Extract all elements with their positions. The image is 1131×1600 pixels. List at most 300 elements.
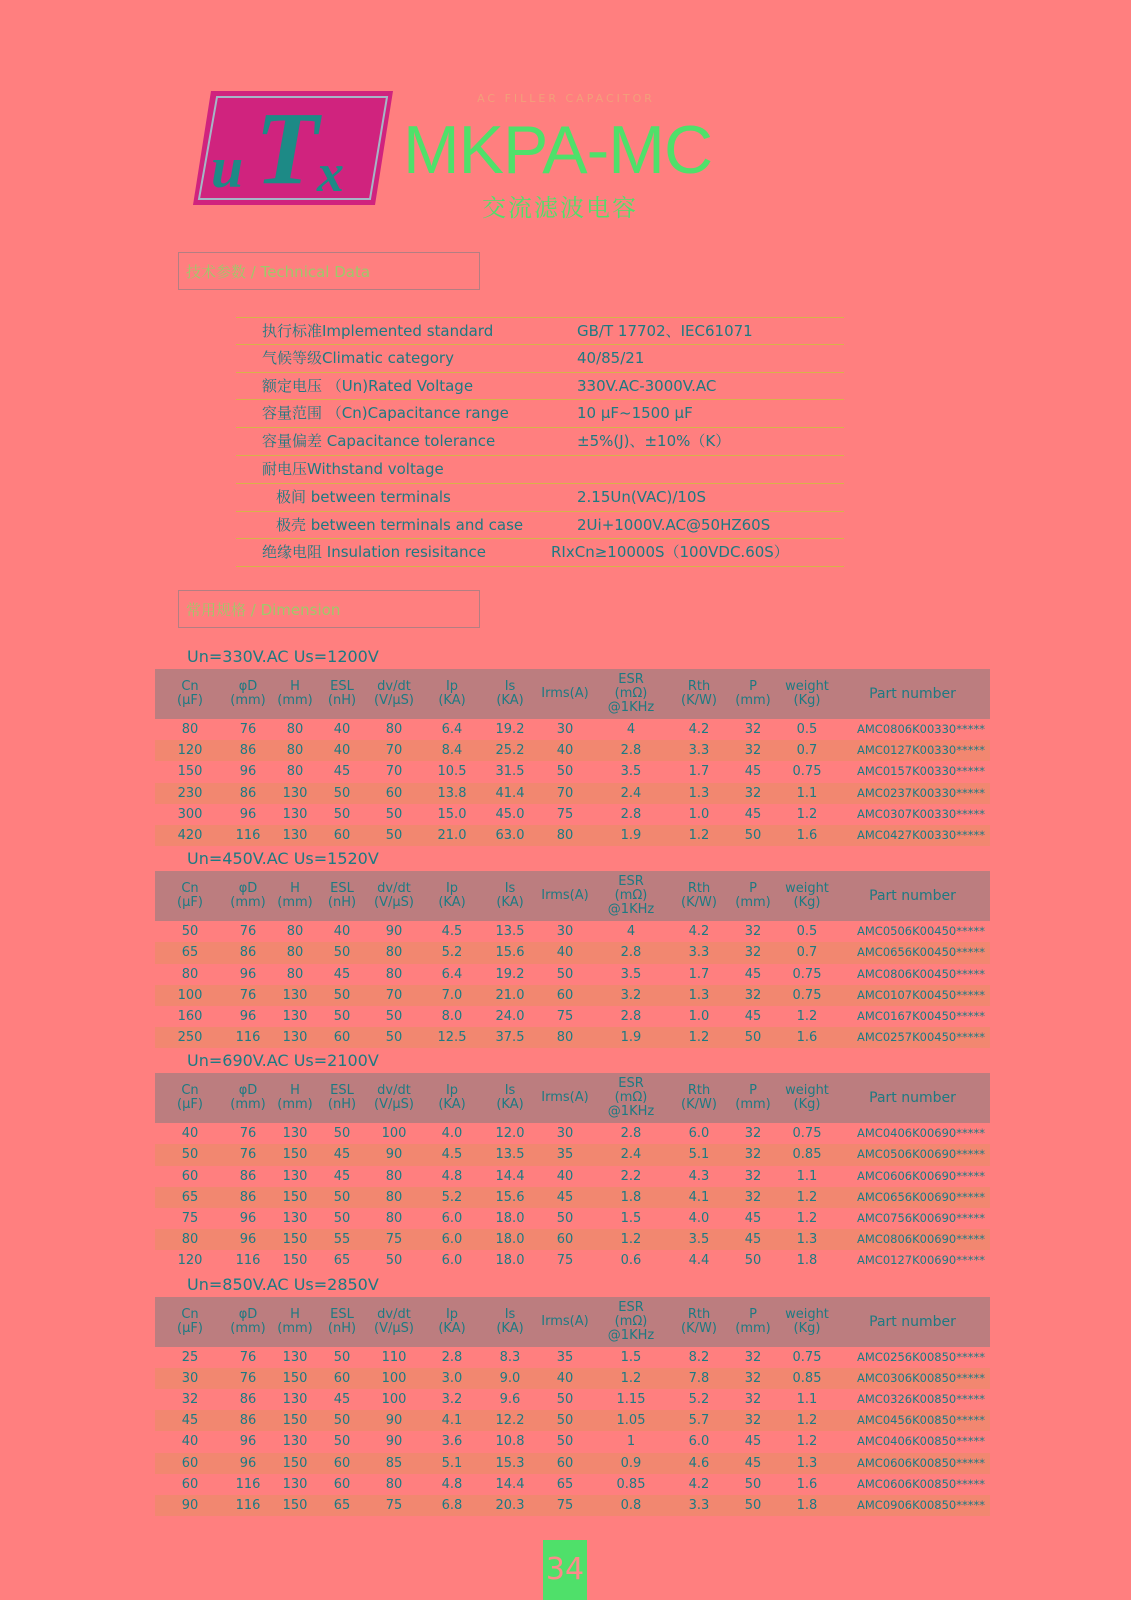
table-cell: 8.4	[441, 743, 463, 759]
group-title: Un=330V.AC Us=1200V	[155, 644, 990, 669]
column-header: Ip (KA)	[438, 679, 466, 708]
table-cell: 7.0	[441, 987, 463, 1003]
table-cell: 86	[239, 1189, 257, 1205]
table-cell: 3.3	[688, 743, 710, 759]
section-technical-data: 技术参数 / Technical Data	[178, 252, 480, 290]
column-header: Cn (μF)	[177, 679, 203, 708]
column-header: ESL (nH)	[327, 679, 357, 708]
brand-logo	[193, 91, 393, 205]
table-cell: 50	[333, 1008, 351, 1024]
table-cell: 32	[181, 1391, 199, 1407]
table-cell: 45	[333, 1147, 351, 1163]
table-cell: AMC0806K00330*****	[857, 722, 985, 736]
column-header: Ip (KA)	[438, 1083, 466, 1113]
table-cell: 1.2	[796, 1434, 818, 1450]
table-cell: 1.2	[688, 827, 710, 843]
table-cell: AMC0107K00450*****	[857, 987, 985, 1002]
table-cell: 90	[385, 1147, 403, 1163]
table-cell: 2.8	[441, 1349, 463, 1365]
table-cell: 0.5	[796, 924, 818, 940]
table-cell: 1	[626, 1434, 636, 1450]
table-cell: 76	[239, 1349, 257, 1365]
table-row	[155, 942, 990, 963]
table-cell: 50	[333, 1189, 351, 1205]
column-header: weight (Kg)	[785, 881, 829, 911]
column-header: ESL (nH)	[327, 1083, 357, 1113]
table-cell: 19.2	[495, 966, 525, 982]
column-header: Irms(A)	[541, 686, 589, 701]
table-cell: 5.7	[688, 1413, 710, 1429]
table-cell: 50	[744, 827, 762, 843]
table-cell: 75	[556, 1497, 574, 1513]
column-header: φD (mm)	[230, 679, 266, 708]
page-number: 34	[543, 1540, 587, 1600]
table-cell: 60	[181, 1168, 199, 1184]
table-cell: 130	[282, 785, 308, 801]
table-cell: 25	[181, 1349, 199, 1365]
table-cell: 80	[181, 1232, 199, 1248]
column-header: φD (mm)	[230, 881, 266, 911]
table-cell: 50	[556, 1391, 574, 1407]
table-cell: 2.8	[620, 743, 642, 759]
table-cell: 2.4	[620, 785, 642, 801]
table-cell: 100	[177, 987, 203, 1003]
table-cell: 13.5	[495, 1147, 525, 1163]
column-header: Irms(A)	[541, 888, 589, 904]
table-cell: 14.4	[495, 1168, 525, 1184]
table-cell: 1.3	[688, 785, 710, 801]
table-cell: 45	[744, 1434, 762, 1450]
table-cell: 32	[744, 1413, 762, 1429]
table-row	[155, 1347, 990, 1368]
table-cell: 80	[286, 764, 304, 780]
table-cell: 76	[239, 722, 257, 737]
column-header: P (mm)	[735, 679, 771, 708]
table-cell: 130	[282, 1008, 308, 1024]
table-cell: 4.3	[688, 1168, 710, 1184]
table-cell: 1.2	[688, 1030, 710, 1046]
table-cell: AMC0157K00330*****	[857, 764, 985, 779]
table-cell: 90	[385, 1434, 403, 1450]
table-cell: 150	[177, 764, 203, 780]
table-cell: 32	[744, 1370, 762, 1386]
table-cell: 65	[333, 1253, 351, 1269]
table-cell: 1.5	[620, 1211, 642, 1226]
column-header: Rth (K/W)	[681, 881, 717, 911]
table-cell: 130	[282, 1030, 308, 1046]
table-cell: 0.75	[792, 966, 822, 982]
table-cell: 1.7	[688, 764, 710, 780]
table-cell: AMC0606K00850*****	[857, 1476, 985, 1491]
table-header	[155, 669, 990, 719]
table-cell: 12.5	[437, 1030, 467, 1046]
table-cell: 40	[333, 924, 351, 940]
table-cell: 80	[286, 945, 304, 961]
table-cell: 60	[333, 1476, 351, 1492]
table-cell: 30	[556, 722, 574, 737]
table-cell: 40	[181, 1126, 199, 1142]
column-header: H (mm)	[277, 679, 313, 708]
table-cell: 6.4	[441, 722, 463, 737]
column-header: Part number	[869, 1313, 956, 1330]
table-cell: 90	[385, 1413, 403, 1429]
table-cell: 40	[556, 1370, 574, 1386]
table-cell: 250	[177, 1030, 203, 1046]
table-cell: 300	[177, 806, 203, 822]
tech-row	[236, 428, 844, 456]
table-cell: 75	[385, 1497, 403, 1513]
column-header: H (mm)	[277, 1306, 313, 1336]
table-cell: 80	[385, 966, 403, 982]
tech-label: 容量范围 （Cn)Capacitance range	[262, 404, 509, 423]
table-cell: 0.6	[620, 1253, 642, 1269]
table-cell: 4.0	[441, 1126, 463, 1142]
column-header: weight (Kg)	[785, 1083, 829, 1113]
table-cell: 116	[235, 1030, 261, 1046]
technical-data-table	[236, 317, 844, 567]
table-cell: 130	[282, 1434, 308, 1450]
tech-label: 绝缘电阻 Insulation resisitance	[262, 543, 486, 562]
table-cell: 130	[282, 987, 308, 1003]
tech-label: 气候等级Climatic category	[262, 348, 454, 367]
table-cell: 76	[239, 1126, 257, 1142]
table-cell: 130	[282, 1211, 308, 1226]
table-cell: 45	[333, 966, 351, 982]
table-cell: 60	[333, 1030, 351, 1046]
tech-label: 额定电压 （Un)Rated Voltage	[262, 376, 474, 395]
tech-value: RIxCn≥10000S（100VDC.60S）	[551, 543, 789, 562]
table-row	[155, 1187, 990, 1208]
column-header: ESR (mΩ) @1KHz	[607, 1299, 655, 1343]
column-header: dv/dt (V/μS)	[374, 1083, 414, 1113]
table-cell: 55	[333, 1232, 351, 1248]
table-cell: AMC0906K00850*****	[857, 1497, 985, 1512]
table-cell: 80	[181, 966, 199, 982]
table-cell: 120	[177, 1253, 203, 1269]
column-header: Part number	[869, 888, 956, 905]
table-cell: 50	[333, 987, 351, 1003]
tech-label: 极间 between terminals	[276, 487, 451, 506]
table-cell: 45	[744, 1232, 762, 1248]
column-header: Part number	[869, 686, 956, 702]
table-row	[155, 1229, 990, 1250]
table-row	[155, 761, 990, 782]
table-cell: 5.1	[688, 1147, 710, 1163]
table-cell: 30	[556, 1126, 574, 1142]
table-cell: 130	[282, 1476, 308, 1492]
table-cell: 50	[385, 1030, 403, 1046]
tech-label: 执行标准Implemented standard	[262, 322, 494, 340]
table-cell: 45	[744, 764, 762, 780]
table-cell: 0.7	[796, 945, 818, 961]
table-cell: 7.8	[688, 1370, 710, 1386]
table-cell: 4.4	[688, 1253, 710, 1269]
table-row	[155, 1250, 990, 1271]
table-cell: 15.0	[437, 806, 467, 822]
column-header: ESL (nH)	[327, 1306, 357, 1336]
table-cell: 40	[333, 722, 351, 737]
column-header: Irms(A)	[541, 1313, 589, 1329]
table-cell: 10.8	[495, 1434, 525, 1450]
table-cell: 420	[177, 827, 203, 843]
table-row	[155, 1368, 990, 1389]
table-cell: 6.4	[441, 966, 463, 982]
table-cell: 86	[239, 1391, 257, 1407]
table-cell: 2.8	[620, 1008, 642, 1024]
table-cell: AMC0656K00690*****	[857, 1189, 985, 1204]
column-header: Is (KA)	[496, 881, 524, 911]
table-cell: 4	[626, 924, 636, 940]
table-cell: 70	[385, 987, 403, 1003]
table-row	[155, 1166, 990, 1187]
table-cell: 150	[282, 1455, 308, 1471]
table-cell: 130	[282, 1168, 308, 1184]
table-cell: 50	[333, 1126, 351, 1142]
table-cell: AMC0656K00450*****	[857, 945, 985, 960]
table-cell: 32	[744, 1147, 762, 1163]
table-cell: 0.75	[792, 1349, 822, 1365]
table-cell: 76	[239, 1147, 257, 1163]
column-header: dv/dt (V/μS)	[374, 1306, 414, 1336]
table-cell: 1.2	[796, 1189, 818, 1205]
table-cell: 1.3	[796, 1455, 818, 1471]
table-cell: 150	[282, 1189, 308, 1205]
table-cell: AMC0307K00330*****	[857, 806, 985, 821]
table-cell: 50	[333, 806, 351, 822]
table-row	[155, 825, 990, 846]
tech-value: ±5%(J)、±10%（K）	[577, 432, 731, 451]
table-cell: 50	[556, 966, 574, 982]
table-cell: 3.2	[620, 987, 642, 1003]
table-cell: AMC0756K00690*****	[857, 1211, 985, 1225]
tech-value: 10 μF~1500 μF	[577, 404, 693, 423]
table-cell: 6.0	[441, 1211, 463, 1226]
table-cell: 3.6	[441, 1434, 463, 1450]
table-cell: 32	[744, 1189, 762, 1205]
table-cell: 80	[286, 743, 304, 759]
table-cell: 1.5	[620, 1349, 642, 1365]
table-cell: 100	[381, 1126, 407, 1142]
table-cell: 60	[385, 785, 403, 801]
table-cell: 150	[282, 1253, 308, 1269]
table-cell: 60	[333, 1455, 351, 1471]
table-cell: 1.6	[796, 827, 818, 843]
table-cell: 21.0	[495, 987, 525, 1003]
table-cell: 60	[556, 1232, 574, 1248]
table-cell: 15.6	[495, 945, 525, 961]
table-cell: 15.3	[495, 1455, 525, 1471]
table-cell: 45	[333, 1168, 351, 1184]
table-cell: 24.0	[495, 1008, 525, 1024]
table-cell: 1.7	[688, 966, 710, 982]
table-cell: 116	[235, 1497, 261, 1513]
table-cell: 75	[385, 1232, 403, 1248]
table-cell: 65	[333, 1497, 351, 1513]
table-cell: 1.8	[796, 1253, 818, 1269]
table-cell: AMC0806K00450*****	[857, 966, 985, 981]
table-row	[155, 1123, 990, 1144]
table-cell: 4.1	[441, 1413, 463, 1429]
table-cell: AMC0806K00690*****	[857, 1232, 985, 1247]
table-cell: 9.0	[499, 1370, 521, 1386]
table-cell: 1.6	[796, 1476, 818, 1492]
tech-value: 40/85/21	[577, 348, 645, 367]
table-row	[155, 921, 990, 942]
table-cell: 3.5	[620, 966, 642, 982]
table-cell: 1.8	[620, 1189, 642, 1205]
table-cell: 75	[181, 1211, 199, 1226]
table-cell: 150	[282, 1147, 308, 1163]
table-cell: 230	[177, 785, 203, 801]
table-cell: 60	[181, 1455, 199, 1471]
table-cell: 86	[239, 743, 257, 759]
table-cell: 4.5	[441, 924, 463, 940]
column-header: P (mm)	[735, 1083, 771, 1113]
table-cell: 150	[282, 1413, 308, 1429]
table-cell: AMC0406K00850*****	[857, 1434, 985, 1449]
table-cell: 160	[177, 1008, 203, 1024]
tech-row	[236, 456, 844, 484]
svg-text:x: x	[317, 143, 344, 203]
table-cell: 45	[744, 1455, 762, 1471]
table-cell: 41.4	[495, 785, 525, 801]
svg-text:T: T	[255, 91, 319, 205]
table-cell: 50	[333, 1349, 351, 1365]
table-cell: 60	[333, 827, 351, 843]
column-header: P (mm)	[735, 1306, 771, 1336]
table-cell: 35	[556, 1349, 574, 1365]
table-cell: 65	[556, 1476, 574, 1492]
table-row	[155, 1495, 990, 1516]
tech-value: 330V.AC-3000V.AC	[577, 376, 717, 395]
table-cell: 50	[556, 1211, 574, 1226]
column-header: ESR (mΩ) @1KHz	[607, 1076, 655, 1120]
table-cell: 1.1	[796, 785, 818, 801]
table-cell: 0.85	[792, 1370, 822, 1386]
table-cell: 50	[744, 1253, 762, 1269]
table-cell: 40	[556, 743, 574, 759]
table-cell: 4	[626, 722, 636, 737]
table-cell: 4.6	[688, 1455, 710, 1471]
table-cell: 96	[239, 1232, 257, 1248]
column-header: ESR (mΩ) @1KHz	[607, 874, 655, 918]
table-cell: 96	[239, 966, 257, 982]
tech-value: 2Ui+1000V.AC@50HZ60S	[577, 515, 771, 534]
column-header: dv/dt (V/μS)	[374, 881, 414, 911]
table-cell: 76	[239, 1370, 257, 1386]
table-cell: 18.0	[495, 1253, 525, 1269]
table-cell: 50	[181, 1147, 199, 1163]
column-header: Is (KA)	[496, 679, 524, 708]
tech-label: 容量偏差 Capacitance tolerance	[262, 432, 496, 451]
table-cell: AMC0406K00690*****	[857, 1126, 985, 1141]
table-cell: 80	[286, 966, 304, 982]
table-cell: 1.0	[688, 1008, 710, 1024]
table-cell: 15.6	[495, 1189, 525, 1205]
table-cell: 70	[556, 785, 574, 801]
table-row	[155, 719, 990, 740]
table-cell: 65	[181, 1189, 199, 1205]
column-header: Cn (μF)	[177, 881, 203, 911]
table-cell: 130	[282, 1349, 308, 1365]
table-cell: 85	[385, 1455, 403, 1471]
table-cell: 3.3	[688, 1497, 710, 1513]
column-header: Cn (μF)	[177, 1083, 203, 1113]
table-cell: 2.8	[620, 1126, 642, 1142]
table-cell: AMC0127K00330*****	[857, 743, 985, 758]
table-cell: 75	[556, 1008, 574, 1024]
table-row	[155, 1208, 990, 1229]
table-cell: 116	[235, 1253, 261, 1269]
table-cell: 1.2	[620, 1232, 642, 1248]
tech-row	[236, 512, 844, 540]
table-cell: 86	[239, 945, 257, 961]
table-cell: 80	[385, 722, 403, 737]
table-cell: 0.75	[792, 1126, 822, 1142]
column-header: Is (KA)	[496, 1083, 524, 1113]
table-cell: 1.2	[796, 1008, 818, 1024]
table-cell: 25.2	[495, 743, 525, 759]
table-cell: 4.0	[688, 1211, 710, 1226]
table-cell: 60	[556, 1455, 574, 1471]
table-cell: AMC0256K00850*****	[857, 1349, 985, 1364]
table-cell: 4.5	[441, 1147, 463, 1163]
table-cell: 76	[239, 987, 257, 1003]
column-header: Cn (μF)	[177, 1306, 203, 1336]
column-header: φD (mm)	[230, 1083, 266, 1113]
table-cell: 63.0	[495, 827, 525, 843]
table-row	[155, 1389, 990, 1410]
table-cell: 50	[333, 1434, 351, 1450]
table-cell: 1.1	[796, 1168, 818, 1184]
table-cell: 1.3	[796, 1232, 818, 1248]
table-cell: 76	[239, 924, 257, 940]
table-cell: AMC0257K00450*****	[857, 1030, 985, 1045]
table-cell: 50	[744, 1476, 762, 1492]
table-cell: 1.8	[796, 1497, 818, 1513]
table-cell: 0.8	[620, 1497, 642, 1513]
table-cell: 50	[385, 806, 403, 822]
table-cell: 110	[381, 1349, 407, 1365]
table-cell: 21.0	[437, 827, 467, 843]
table-cell: 100	[381, 1391, 407, 1407]
table-cell: 50	[385, 1008, 403, 1024]
table-row	[155, 1144, 990, 1165]
table-cell: 116	[235, 1476, 261, 1492]
table-cell: 3.3	[688, 945, 710, 961]
table-cell: 80	[385, 945, 403, 961]
table-cell: 45.0	[495, 806, 525, 822]
table-cell: 80	[385, 1211, 403, 1226]
table-row	[155, 1474, 990, 1495]
table-cell: 30	[181, 1370, 199, 1386]
table-cell: 86	[239, 1168, 257, 1184]
table-cell: 1.0	[688, 806, 710, 822]
table-row	[155, 1027, 990, 1048]
table-cell: AMC0326K00850*****	[857, 1391, 985, 1406]
table-cell: 100	[381, 1370, 407, 1386]
table-cell: 9.6	[499, 1391, 521, 1407]
table-cell: 30	[556, 924, 574, 940]
table-cell: 45	[333, 1391, 351, 1407]
table-header	[155, 871, 990, 921]
table-cell: 50	[333, 945, 351, 961]
table-cell: 31.5	[495, 764, 525, 780]
table-cell: 50	[385, 1253, 403, 1269]
table-cell: 18.0	[495, 1232, 525, 1248]
table-cell: 130	[282, 1391, 308, 1407]
column-header: Rth (K/W)	[681, 679, 717, 708]
